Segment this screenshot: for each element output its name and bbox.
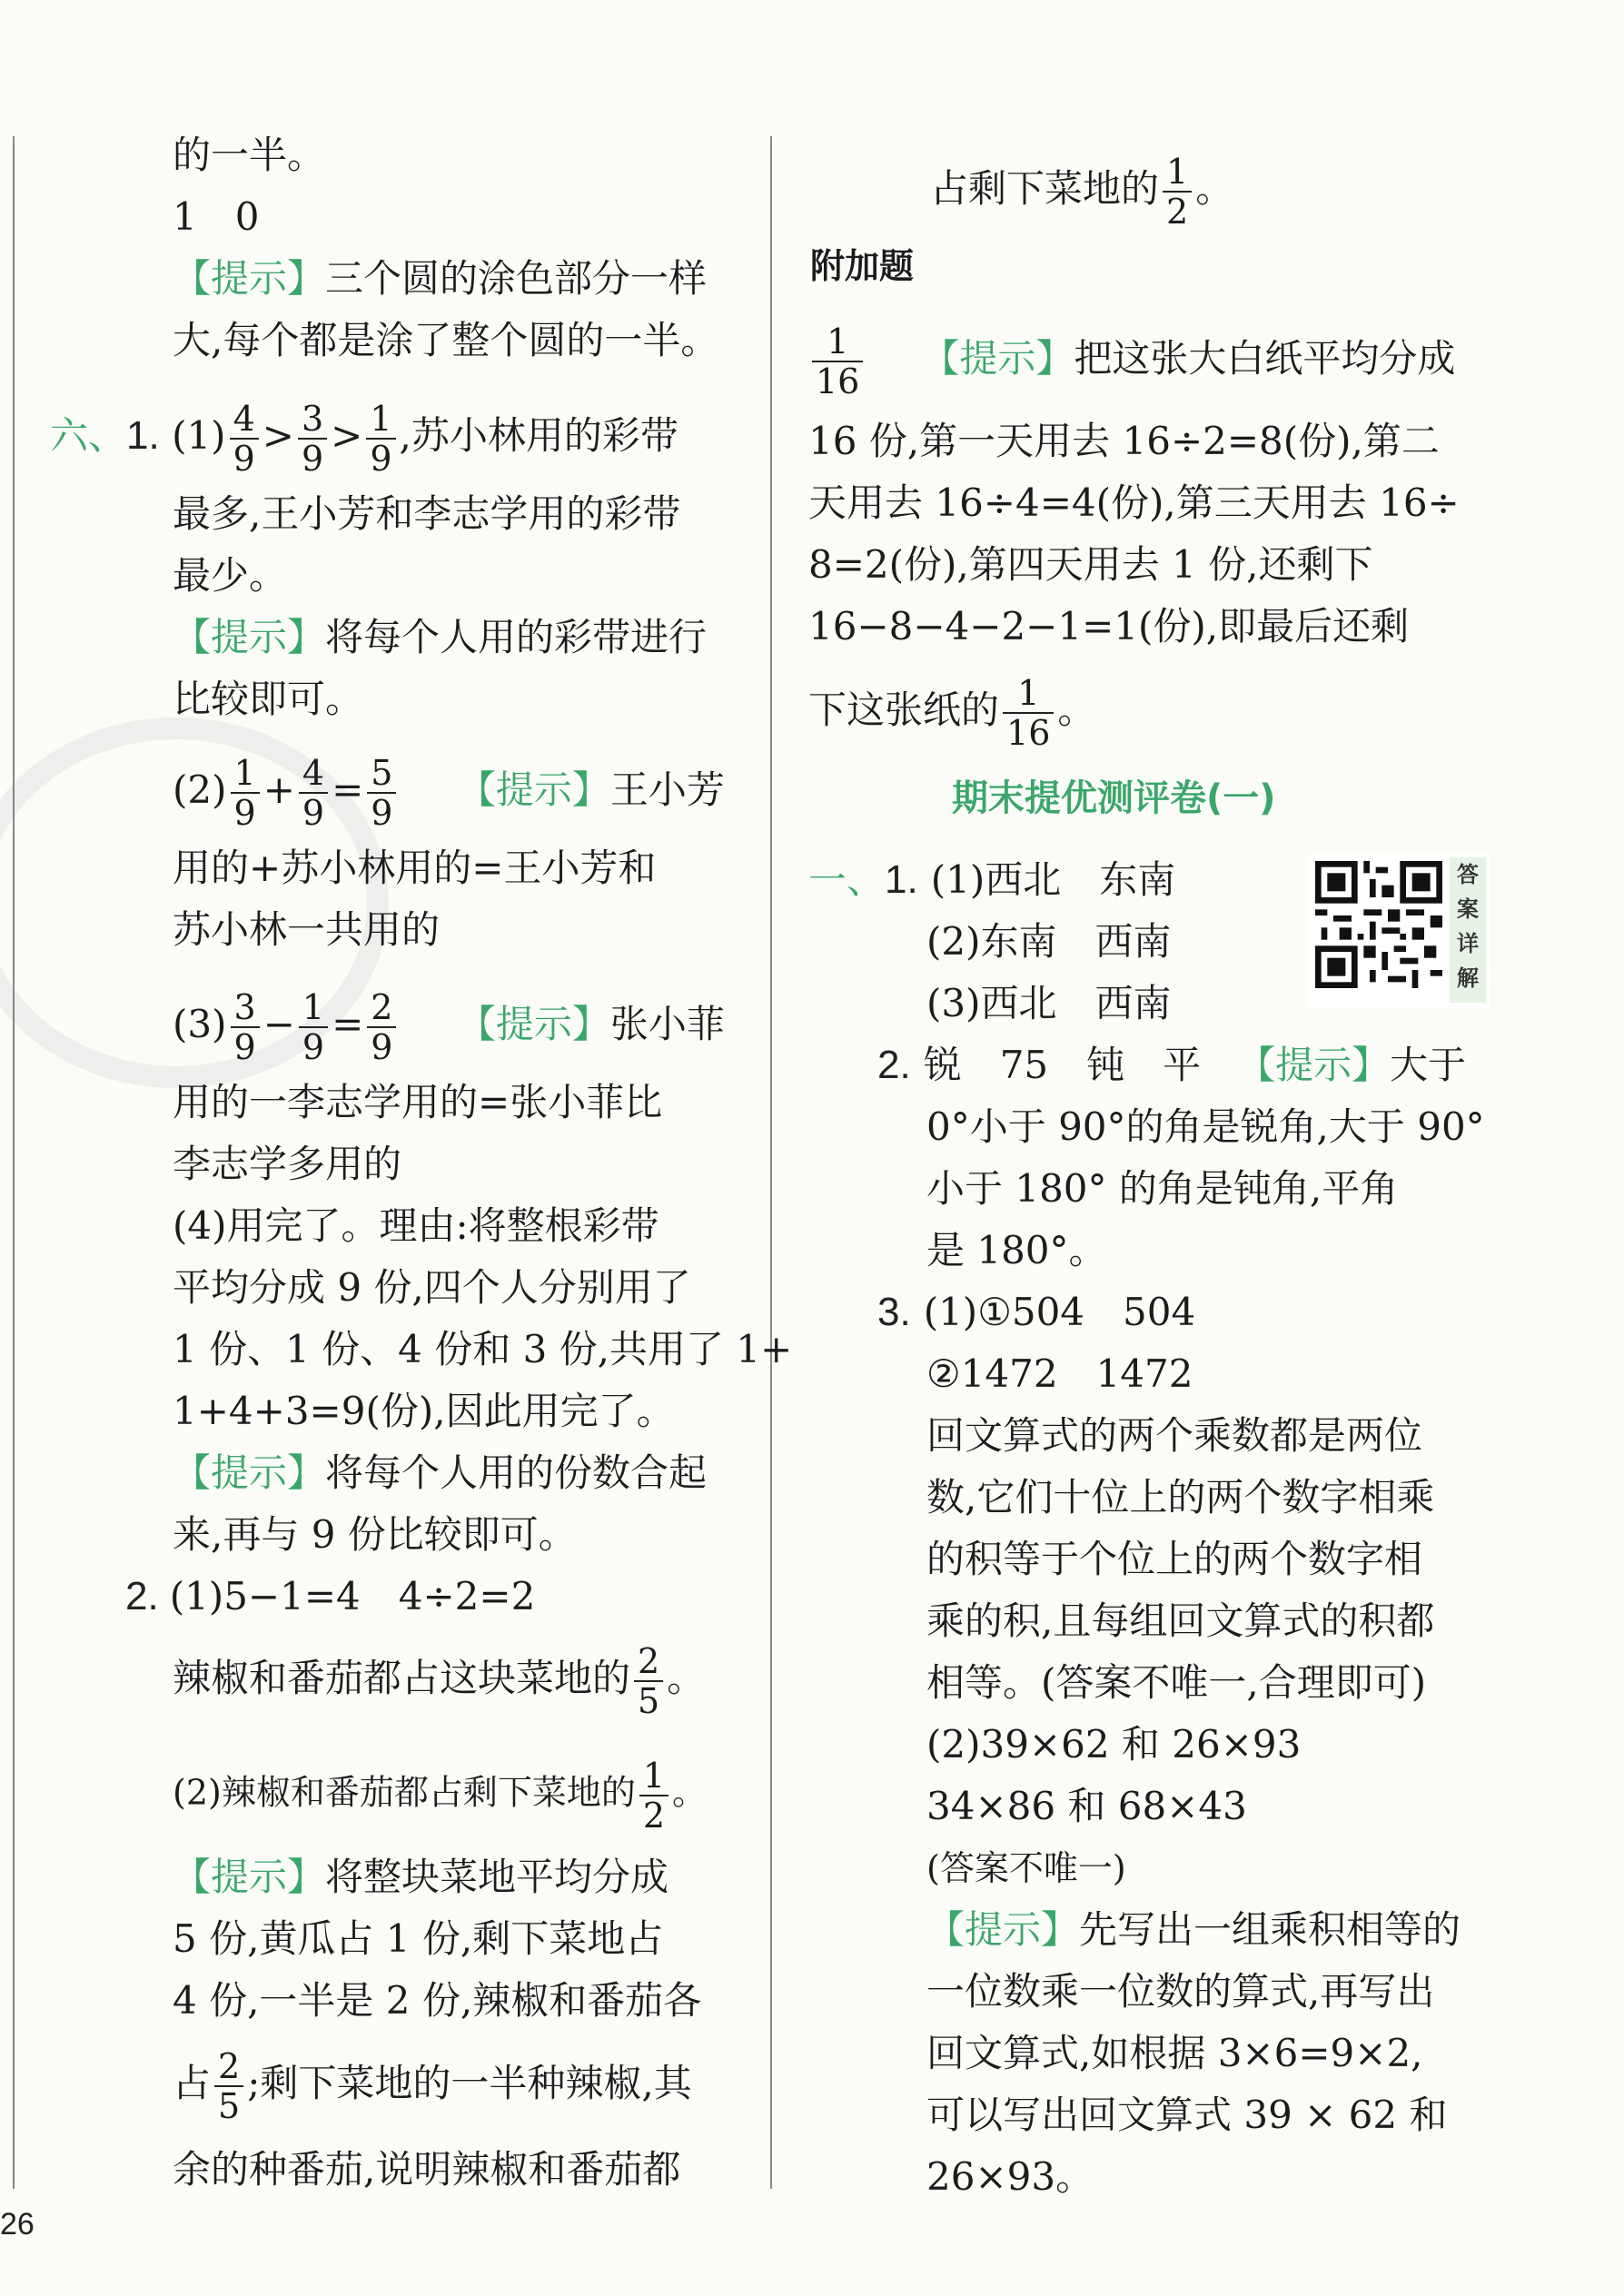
- text-line: 数,它们十位上的两个数字相乘: [926, 1475, 1435, 1519]
- fraction: $\frac{1}{16}$: [812, 322, 863, 401]
- text-line: 1 0: [173, 194, 260, 239]
- text-line: (2)辣椒和番茄都占剩下菜地的 $\frac{1}{2}$ 。: [173, 1756, 708, 1836]
- question-6-1: 六、1. (1) $\frac{4}{9}$ > $\frac{3}{9}$ > $\frac{1}{9}$ ,苏小林用的彩带: [50, 399, 678, 479]
- text-line: 占剩下菜地的 $\frac{1}{2}$ 。: [930, 152, 1234, 232]
- text-line: 回文算式的两个乘数都是两位: [926, 1413, 1423, 1458]
- text-line: 一位数乘一位数的算式,再写出: [926, 1969, 1435, 2014]
- hint-tag: 【提示】: [926, 1907, 1080, 1952]
- text-line: 16−8−4−2−1=1(份),即最后还剩: [808, 604, 1410, 648]
- hint-tag: 【提示】: [457, 1002, 610, 1046]
- qr-code-icon[interactable]: [1315, 861, 1442, 988]
- text-line: 34×86 和 68×43: [926, 1784, 1247, 1828]
- section-number: 一、: [808, 857, 886, 902]
- text-line: 是 180°。: [926, 1228, 1107, 1272]
- page-number: 26: [0, 2207, 35, 2242]
- text-line: 相等。(答案不唯一,合理即可): [926, 1660, 1427, 1705]
- section-number: 六、: [50, 413, 127, 458]
- fraction: $\frac{5}{9}$: [367, 754, 396, 832]
- fraction: $\frac{1}{9}$: [231, 754, 260, 832]
- fraction: $\frac{3}{9}$: [298, 400, 327, 478]
- fraction: $\frac{2}{5}$: [214, 2047, 243, 2125]
- fraction: $\frac{2}{5}$: [634, 1642, 663, 1720]
- text-line: 0°小于 90°的角是锐角,大于 90°: [926, 1104, 1485, 1149]
- text-line: 乘的积,且每组回文算式的积都: [926, 1598, 1435, 1643]
- text-line: 李志学多用的: [173, 1142, 402, 1186]
- fraction: $\frac{1}{16}$: [1003, 674, 1054, 752]
- text-line: 1+4+3=9(份),因此用完了。: [173, 1389, 675, 1433]
- text-line: 苏小林一共用的: [173, 907, 441, 952]
- text-line: 【提示】先写出一组乘积相等的: [926, 1907, 1461, 1952]
- text-line: 8=2(份),第四天用去 1 份,还剩下: [808, 542, 1373, 587]
- question-number: 1.: [126, 413, 160, 458]
- text-line: 【提示】将每个人用的彩带进行: [173, 615, 708, 659]
- text-line: 来,再与 9 份比较即可。: [173, 1512, 577, 1557]
- formula-line: (3) $\frac{3}{9}$ − $\frac{1}{9}$ = $\frac{2}{9}$ 【提示】张小菲: [173, 987, 725, 1067]
- hint-tag: 【提示】: [921, 336, 1074, 381]
- fraction: $\frac{3}{9}$: [231, 988, 260, 1066]
- text-line: 【提示】将整块菜地平均分成: [173, 1855, 669, 1899]
- hint-tag: 【提示】: [173, 256, 326, 301]
- hint-tag: 【提示】: [1237, 1043, 1391, 1087]
- extra-answer-line: $\frac{1}{16}$ 【提示】把这张大白纸平均分成: [808, 322, 1455, 401]
- hint-tag: 【提示】: [173, 1855, 326, 1899]
- hint-tag: 【提示】: [457, 767, 610, 812]
- text-line: 1 份、1 份、4 份和 3 份,共用了 1+: [173, 1327, 793, 1371]
- exam-title: 期末提优测评卷(一): [952, 777, 1276, 819]
- text-line: (2)东南 西南: [926, 919, 1172, 964]
- text-line: 最多,王小芳和李志学用的彩带: [173, 491, 681, 536]
- fraction: $\frac{4}{9}$: [230, 400, 259, 478]
- fraction: $\frac{1}{9}$: [299, 988, 328, 1066]
- text-line: 占 $\frac{2}{5}$ ;剩下菜地的一半种辣椒,其: [173, 2046, 692, 2126]
- fraction: $\frac{1}{2}$: [1163, 153, 1192, 231]
- text-line: 【提示】将每个人用的份数合起: [173, 1450, 708, 1495]
- text-line: 平均分成 9 份,四个人分别用了: [173, 1265, 691, 1310]
- question-3: 3. (1)①504 504: [877, 1290, 1196, 1334]
- question-1: 一、1. (1)西北 东南: [808, 857, 1176, 902]
- text-line: 【提示】三个圆的涂色部分一样: [173, 256, 708, 301]
- text-line: 可以写出回文算式 39 × 62 和: [926, 2093, 1448, 2137]
- text-line: 回文算式,如根据 3×6=9×2,: [926, 2031, 1423, 2075]
- text-line: 5 份,黄瓜占 1 份,剩下菜地占: [173, 1916, 664, 1961]
- extra-question-heading: 附加题: [810, 246, 915, 286]
- text-line: 下这张纸的 $\frac{1}{16}$ 。: [808, 673, 1096, 753]
- qr-code-block[interactable]: [1308, 854, 1490, 1008]
- text-line: 的一半。: [173, 133, 326, 177]
- question-2: 2. 锐 75 钝 平 【提示】大于: [877, 1043, 1467, 1087]
- text-line: 用的一李志学用的=张小菲比: [173, 1080, 663, 1124]
- hint-tag: 【提示】: [173, 1450, 326, 1495]
- text-line: 大,每个都是涂了整个圆的一半。: [173, 318, 719, 362]
- text-line: (答案不唯一): [926, 1848, 1126, 1888]
- fraction: $\frac{2}{9}$: [367, 988, 396, 1066]
- hint-tag: 【提示】: [173, 615, 326, 659]
- text-line: 比较即可。: [173, 677, 364, 721]
- text-line: 16 份,第一天用去 16÷2=8(份),第二: [808, 419, 1440, 463]
- left-margin-rule: [13, 136, 15, 2189]
- text-line: 26×93。: [926, 2154, 1094, 2199]
- text-line: (2)39×62 和 26×93: [926, 1722, 1302, 1767]
- fraction: $\frac{1}{2}$: [639, 1757, 668, 1835]
- text-line: 小于 180° 的角是钝角,平角: [926, 1166, 1399, 1211]
- column-divider: [770, 136, 772, 2189]
- question-number: 1.: [885, 857, 918, 902]
- text-line: 4 份,一半是 2 份,辣椒和番茄各: [173, 1978, 702, 2023]
- text-line: ②1472 1472: [926, 1351, 1193, 1396]
- text-line: 天用去 16÷4=4(份),第三天用去 16÷: [808, 480, 1460, 525]
- fraction: $\frac{4}{9}$: [299, 754, 328, 832]
- text-line: 的积等于个位上的两个数字相: [926, 1537, 1423, 1581]
- question-2: 2. (1)5−1=4 4÷2=2: [125, 1574, 536, 1618]
- qr-code-label: 答 案 详 解: [1450, 857, 1486, 1003]
- formula-line: (2) $\frac{1}{9}$ + $\frac{4}{9}$ = $\frac{5}{9}$ 【提示】王小芳: [173, 753, 725, 833]
- text-line: (4)用完了。理由:将整根彩带: [173, 1203, 659, 1248]
- question-number: 2.: [125, 1574, 159, 1618]
- text-line: 最少。: [173, 553, 288, 598]
- fraction: $\frac{1}{9}$: [366, 400, 395, 478]
- text-line: 用的+苏小林用的=王小芳和: [173, 846, 657, 890]
- question-number: 3.: [877, 1290, 911, 1334]
- question-number: 2.: [877, 1043, 911, 1087]
- text-line: 余的种番茄,说明辣椒和番茄都: [173, 2147, 681, 2192]
- text-line: (3)西北 西南: [926, 981, 1172, 1025]
- text-line: 辣椒和番茄都占这块菜地的 $\frac{2}{5}$ 。: [173, 1641, 706, 1721]
